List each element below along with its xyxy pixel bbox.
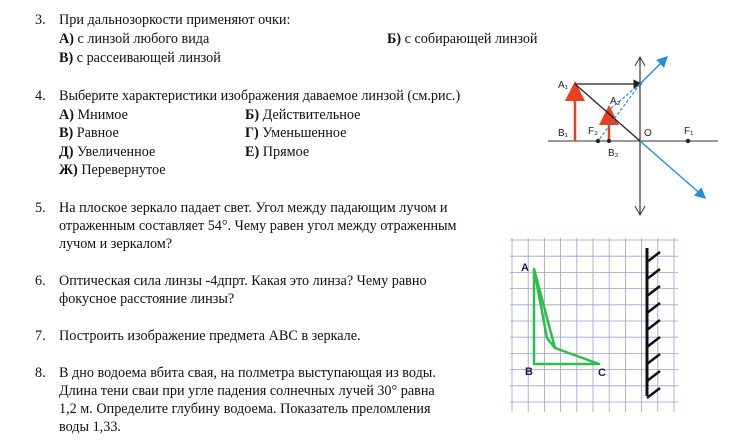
option-text: Увеличенное: [73, 144, 156, 160]
option-text: с рассеивающей линзой: [73, 50, 221, 66]
option-letter: А): [59, 107, 74, 123]
question-line: Длина тени сваи при угле падения солнечных лучей 30° равна: [59, 383, 435, 399]
question-number: 7.: [35, 328, 46, 344]
option-a: [59, 107, 128, 124]
option-text: Перевернутое: [77, 162, 166, 178]
option-letter: Е): [245, 144, 260, 160]
option-e: [245, 144, 309, 161]
label-a: A: [521, 262, 529, 274]
option-text: с линзой любого вида: [73, 31, 210, 47]
question-line: фокусное расстояние линзы?: [59, 291, 235, 307]
option-v: [59, 125, 119, 142]
label-a2: A₂: [610, 96, 621, 107]
focus-f2: [596, 139, 600, 143]
question-line: Построить изображение предмета АВС в зеркале.: [59, 328, 361, 344]
option-g: [245, 125, 346, 142]
question-text: При дальнозоркости применяют очки:: [59, 12, 291, 28]
label-b: B: [525, 366, 533, 378]
label-c: C: [598, 367, 606, 379]
option-text: Мнимое: [73, 107, 128, 123]
question-line: воды 1,33.: [59, 419, 121, 435]
option-zh: [59, 162, 166, 179]
label-a1: A₁: [558, 80, 569, 91]
question-number: 4.: [35, 88, 46, 104]
ray-extension: [598, 84, 640, 141]
option-text: Уменьшенное: [258, 125, 347, 141]
question-text: Выберите характеристики изображения даваемое линзой (см.рис.): [59, 88, 461, 104]
label-f1: F₁: [684, 126, 694, 137]
lens-diagram: [548, 52, 718, 222]
option-letter: Б): [245, 107, 260, 123]
label-o: O: [644, 128, 652, 139]
question-line: Оптическая сила линзы -4дпрт. Какая это линза? Чему равно: [59, 273, 427, 289]
question-number: 5.: [35, 200, 46, 216]
question-line: 1,2 м. Определите глубину водоема. Показатель преломления: [59, 401, 431, 417]
question-number: 8.: [35, 365, 46, 381]
option-a: [59, 31, 209, 48]
ray-refracted: [640, 141, 704, 197]
option-letter: В): [59, 50, 74, 66]
option-b: [387, 31, 538, 48]
option-text: с собирающей линзой: [401, 31, 538, 47]
focus-f2-b: [607, 139, 611, 143]
option-letter: А): [59, 31, 74, 47]
option-text: Действительное: [259, 107, 361, 123]
option-letter: Б): [387, 31, 402, 47]
question-line: лучом и зеркалом?: [59, 236, 173, 252]
label-b2: B₂: [608, 148, 619, 159]
mirror-diagram: [510, 238, 682, 416]
question-line: отраженным составляет 54°. Чему равен угол между отраженным: [59, 218, 457, 234]
question-line: В дно водоема вбита свая, на полметра выступающая из воды.: [59, 365, 436, 381]
question-line: На плоское зеркало падает свет. Угол между падающим лучом и: [59, 200, 448, 216]
option-letter: В): [59, 125, 74, 141]
option-b: [245, 107, 360, 124]
option-letter: Г): [245, 125, 259, 141]
label-b1: B₁: [558, 128, 569, 139]
label-f2: F₂: [588, 126, 598, 137]
question-number: 3.: [35, 12, 46, 28]
option-letter: Ж): [59, 162, 78, 178]
option-text: Прямое: [259, 144, 310, 160]
question-number: 6.: [35, 273, 46, 289]
option-d: [59, 144, 155, 161]
option-v: [59, 50, 221, 67]
option-text: Равное: [73, 125, 119, 141]
ray-out-top: [640, 58, 666, 84]
option-letter: Д): [59, 144, 74, 160]
focus-f1: [686, 139, 690, 143]
